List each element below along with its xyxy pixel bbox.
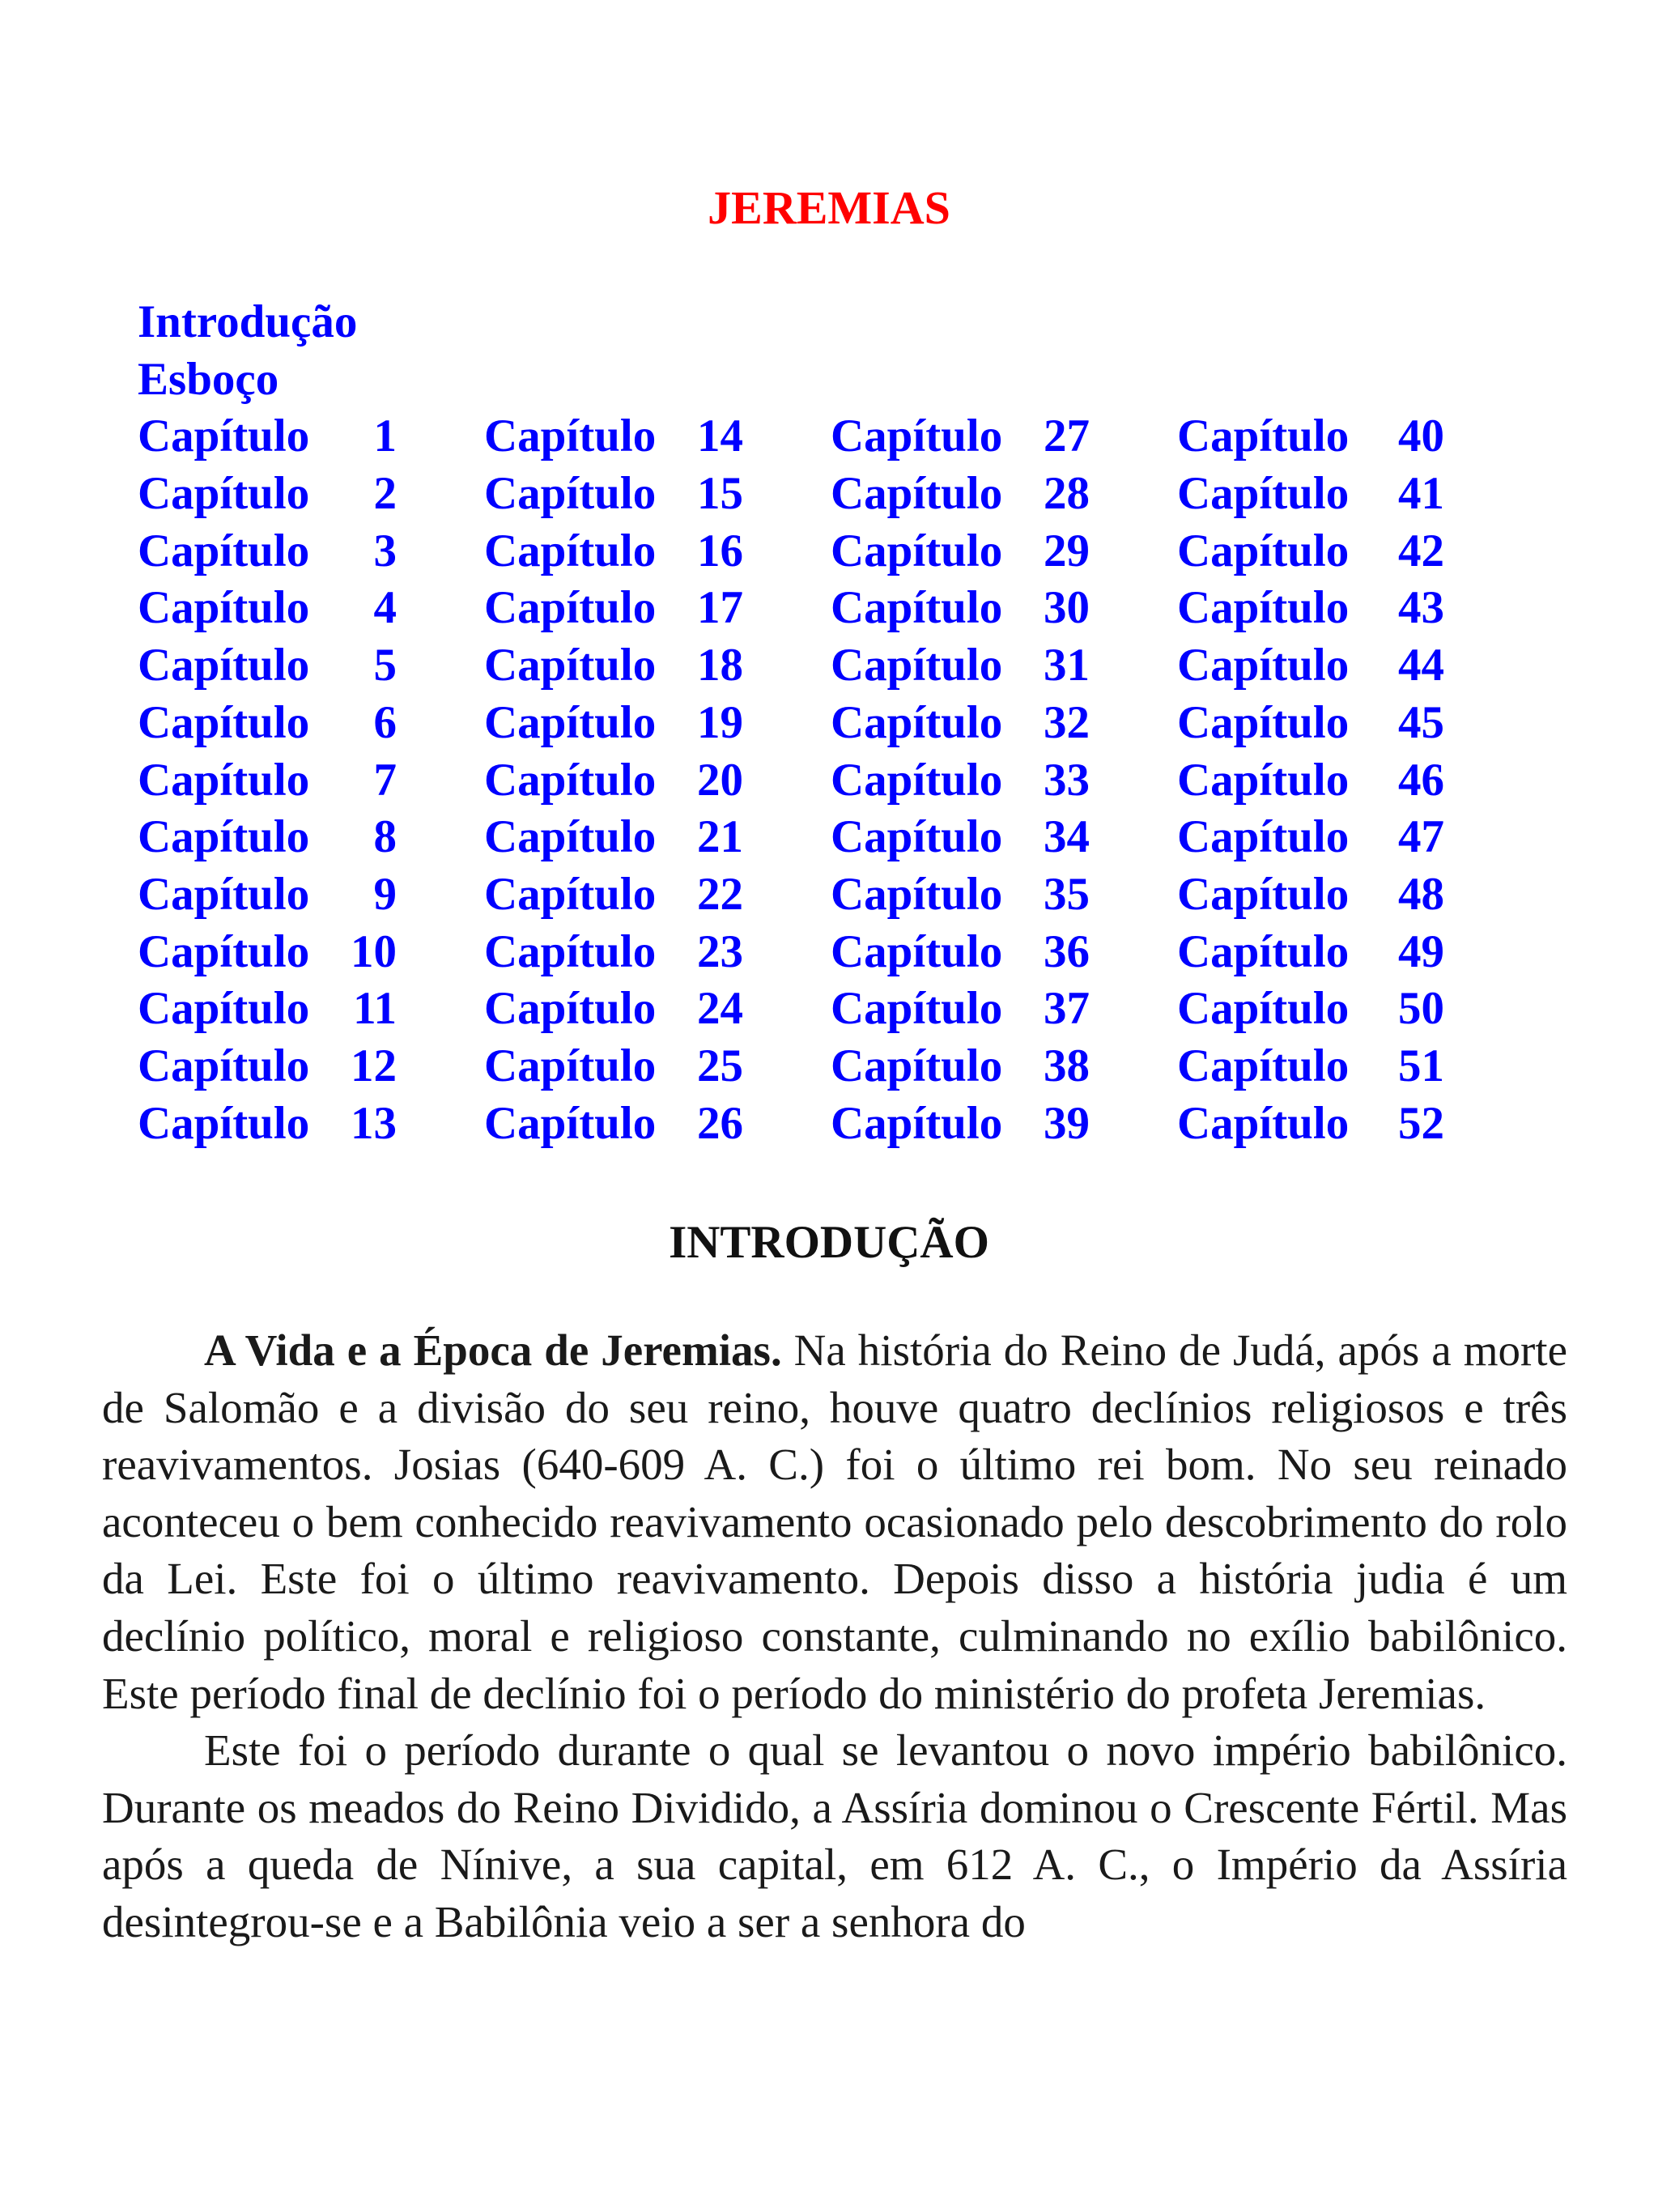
toc-chapter-number: 22 (697, 868, 743, 920)
toc-chapter-label: Capítulo (1177, 525, 1350, 576)
toc-chapter-number: 5 (373, 640, 397, 691)
toc-link-capitulo-35[interactable] (831, 866, 1090, 924)
toc-link-capitulo-44[interactable] (1177, 637, 1444, 695)
toc-row (138, 695, 1514, 752)
toc-chapter-label: Capítulo (138, 468, 310, 520)
toc-chapter-number: 41 (1398, 468, 1444, 520)
toc-chapter-number: 23 (697, 925, 743, 977)
toc-link-capitulo-31[interactable] (831, 637, 1090, 695)
toc-link-capitulo-8[interactable] (138, 809, 397, 866)
toc-chapter-number: 28 (1044, 468, 1090, 520)
toc-chapter-label: Capítulo (484, 811, 657, 863)
toc-link-capitulo-48[interactable] (1177, 866, 1444, 924)
toc-chapter-label: Capítulo (138, 811, 310, 863)
toc-link-capitulo-6[interactable] (138, 695, 397, 752)
toc-link-capitulo-11[interactable] (138, 981, 397, 1038)
toc-chapter-number: 10 (351, 925, 397, 977)
toc-row (138, 637, 1514, 695)
toc-row (138, 523, 1514, 581)
toc-chapter-number: 29 (1044, 525, 1090, 576)
toc-link-capitulo-51[interactable] (1177, 1038, 1444, 1095)
toc-chapter-number: 27 (1044, 410, 1090, 462)
toc-chapter-number: 7 (373, 754, 397, 806)
toc-link-capitulo-23[interactable] (484, 924, 743, 981)
toc-link-capitulo-1[interactable] (138, 408, 397, 466)
toc-chapter-label: Capítulo (138, 754, 310, 806)
toc-chapter-number: 45 (1398, 696, 1444, 748)
toc-chapter-number: 50 (1398, 983, 1444, 1035)
toc-link-capitulo-20[interactable] (484, 752, 743, 810)
toc-chapter-label: Capítulo (1177, 410, 1350, 462)
toc-chapter-number: 39 (1044, 1097, 1090, 1149)
toc-row (138, 408, 1514, 466)
toc-link-capitulo-30[interactable] (831, 580, 1090, 637)
toc-chapter-number: 37 (1044, 983, 1090, 1035)
toc-chapter-number: 26 (697, 1097, 743, 1149)
toc-chapter-label: Capítulo (1177, 1040, 1350, 1091)
toc-chapter-number: 31 (1044, 640, 1090, 691)
toc-link-capitulo-9[interactable] (138, 866, 397, 924)
table-of-contents (138, 294, 1514, 1152)
toc-chapter-label: Capítulo (484, 582, 657, 634)
toc-chapter-label: Capítulo (831, 468, 1003, 520)
toc-link-capitulo-29[interactable] (831, 523, 1090, 581)
toc-chapter-label: Capítulo (138, 410, 310, 462)
toc-chapter-label: Capítulo (138, 582, 310, 634)
toc-link-capitulo-14[interactable] (484, 408, 743, 466)
toc-chapter-label: Capítulo (484, 696, 657, 748)
toc-link-capitulo-12[interactable] (138, 1038, 397, 1095)
toc-chapter-number: 38 (1044, 1040, 1090, 1091)
toc-chapter-label: Capítulo (138, 525, 310, 576)
toc-chapter-label: Capítulo (1177, 582, 1350, 634)
toc-chapter-label: Capítulo (484, 925, 657, 977)
toc-link-capitulo-16[interactable] (484, 523, 743, 581)
toc-chapter-number: 2 (373, 468, 397, 520)
paragraph-lead: A Vida e a Época de Jeremias. (204, 1325, 782, 1375)
toc-chapter-label: Capítulo (138, 925, 310, 977)
toc-link-capitulo-2[interactable] (138, 466, 397, 523)
toc-chapter-number: 6 (373, 696, 397, 748)
toc-chapter-number: 40 (1398, 410, 1444, 462)
toc-chapter-label: Capítulo (484, 754, 657, 806)
toc-row (138, 924, 1514, 981)
toc-link-capitulo-25[interactable] (484, 1038, 743, 1095)
toc-row (138, 580, 1514, 637)
toc-link-capitulo-21[interactable] (484, 809, 743, 866)
toc-chapter-label: Capítulo (1177, 640, 1350, 691)
toc-link-capitulo-13[interactable] (138, 1095, 397, 1153)
toc-link-capitulo-3[interactable] (138, 523, 397, 581)
toc-chapter-number: 34 (1044, 811, 1090, 863)
paragraph (102, 1322, 1567, 1722)
toc-chapter-number: 18 (697, 640, 743, 691)
toc-chapter-label: Capítulo (831, 410, 1003, 462)
toc-chapter-label: Capítulo (138, 983, 310, 1035)
toc-chapter-label: Capítulo (831, 1097, 1003, 1149)
toc-chapter-number: 16 (697, 525, 743, 576)
toc-link-capitulo-19[interactable] (484, 695, 743, 752)
toc-link-capitulo-39[interactable] (831, 1095, 1090, 1153)
toc-chapter-label: Capítulo (1177, 1097, 1350, 1149)
toc-chapter-number: 42 (1398, 525, 1444, 576)
toc-chapter-label: Capítulo (831, 1040, 1003, 1091)
toc-link-introducao[interactable]: Introdução (138, 296, 358, 347)
toc-chapter-number: 12 (351, 1040, 397, 1091)
toc-chapter-number: 33 (1044, 754, 1090, 806)
toc-chapter-label: Capítulo (831, 868, 1003, 920)
toc-link-capitulo-15[interactable] (484, 466, 743, 523)
toc-chapter-number: 3 (373, 525, 397, 576)
toc-chapter-number: 32 (1044, 696, 1090, 748)
toc-link-capitulo-10[interactable] (138, 924, 397, 981)
toc-row (138, 466, 1514, 523)
toc-row (138, 866, 1514, 924)
toc-link-capitulo-42[interactable] (1177, 523, 1444, 581)
toc-chapter-number: 9 (373, 868, 397, 920)
toc-chapter-number: 17 (697, 582, 743, 634)
toc-link-capitulo-36[interactable] (831, 924, 1090, 981)
toc-link-capitulo-49[interactable] (1177, 924, 1444, 981)
toc-chapter-label: Capítulo (831, 925, 1003, 977)
toc-link-capitulo-45[interactable] (1177, 695, 1444, 752)
toc-link-capitulo-52[interactable] (1177, 1095, 1444, 1153)
toc-chapter-number: 19 (697, 696, 743, 748)
toc-chapter-label: Capítulo (484, 468, 657, 520)
toc-chapter-number: 1 (373, 410, 397, 462)
toc-row (138, 1095, 1514, 1153)
toc-link-capitulo-40[interactable] (1177, 408, 1444, 466)
toc-chapter-number: 51 (1398, 1040, 1444, 1091)
toc-chapter-label: Capítulo (831, 811, 1003, 863)
toc-chapter-label: Capítulo (831, 640, 1003, 691)
toc-chapter-label: Capítulo (484, 410, 657, 462)
toc-link-capitulo-5[interactable] (138, 637, 397, 695)
toc-chapter-label: Capítulo (831, 696, 1003, 748)
toc-row (138, 752, 1514, 810)
toc-link-capitulo-7[interactable] (138, 752, 397, 810)
toc-chapter-number: 47 (1398, 811, 1444, 863)
toc-link-capitulo-37[interactable] (831, 981, 1090, 1038)
toc-chapter-label: Capítulo (484, 1097, 657, 1149)
toc-chapter-number: 43 (1398, 582, 1444, 634)
toc-chapter-number: 35 (1044, 868, 1090, 920)
toc-chapter-number: 8 (373, 811, 397, 863)
body-text (102, 1322, 1567, 1951)
toc-chapter-number: 30 (1044, 582, 1090, 634)
toc-chapter-number: 20 (697, 754, 743, 806)
toc-chapter-label: Capítulo (831, 983, 1003, 1035)
toc-chapter-number: 13 (351, 1097, 397, 1149)
toc-chapter-label: Capítulo (138, 1097, 310, 1149)
document-title: JEREMIAS (708, 181, 950, 234)
toc-chapter-label: Capítulo (1177, 925, 1350, 977)
toc-link-capitulo-26[interactable] (484, 1095, 743, 1153)
toc-chapter-number: 15 (697, 468, 743, 520)
toc-chapter-grid (138, 408, 1514, 1152)
toc-chapter-number: 36 (1044, 925, 1090, 977)
toc-chapter-label: Capítulo (1177, 696, 1350, 748)
toc-link-capitulo-27[interactable] (831, 408, 1090, 466)
toc-link-esboco[interactable]: Esboço (138, 353, 279, 405)
toc-row (138, 981, 1514, 1038)
toc-chapter-number: 21 (697, 811, 743, 863)
section-heading: INTRODUÇÃO (669, 1217, 989, 1268)
toc-chapter-label: Capítulo (138, 696, 310, 748)
toc-chapter-number: 14 (697, 410, 743, 462)
paragraph-text: Este foi o período durante o qual se levantou o novo império babilônico. Durante os meados do Reino Dividido, a Assíria dominou o Crescente Fértil. Mas após a queda de Nínive, a sua capital, em 612 A. C., o Império da Assíria desintegrou-se e a Babilônia veio a ser a senhora do (102, 1725, 1567, 1946)
toc-link-capitulo-18[interactable] (484, 637, 743, 695)
paragraph-text: Na história do Reino de Judá, após a morte de Salomão e a divisão do seu reino, houve quatro declínios religiosos e três reavivamentos. Josias (640-609 A. C.) foi o último rei bom. No seu reinado aconteceu o bem conhecido reavivamento ocasionado pelo descobrimento do rolo da Lei. Este foi o último reavivamento. Depois disso a história judia é um declínio político, moral e religioso constante, culminando no exílio babilônico. Este período final de declínio foi o período do ministério do profeta Jeremias. (102, 1325, 1567, 1718)
toc-chapter-number: 25 (697, 1040, 743, 1091)
toc-chapter-label: Capítulo (484, 868, 657, 920)
toc-link-capitulo-32[interactable] (831, 695, 1090, 752)
toc-link-capitulo-43[interactable] (1177, 580, 1444, 637)
toc-row (138, 1038, 1514, 1095)
toc-chapter-label: Capítulo (831, 582, 1003, 634)
toc-chapter-number: 49 (1398, 925, 1444, 977)
toc-chapter-label: Capítulo (484, 640, 657, 691)
toc-chapter-number: 4 (373, 582, 397, 634)
toc-link-capitulo-34[interactable] (831, 809, 1090, 866)
toc-row (138, 809, 1514, 866)
toc-chapter-label: Capítulo (1177, 983, 1350, 1035)
toc-link-capitulo-24[interactable] (484, 981, 743, 1038)
toc-chapter-label: Capítulo (484, 1040, 657, 1091)
toc-chapter-label: Capítulo (1177, 754, 1350, 806)
toc-chapter-label: Capítulo (138, 868, 310, 920)
toc-link-capitulo-41[interactable] (1177, 466, 1444, 523)
toc-link-capitulo-38[interactable] (831, 1038, 1090, 1095)
toc-link-capitulo-28[interactable] (831, 466, 1090, 523)
toc-chapter-label: Capítulo (831, 754, 1003, 806)
toc-chapter-number: 44 (1398, 640, 1444, 691)
toc-chapter-label: Capítulo (1177, 468, 1350, 520)
toc-chapter-label: Capítulo (1177, 811, 1350, 863)
toc-chapter-number: 52 (1398, 1097, 1444, 1149)
toc-chapter-number: 11 (353, 983, 397, 1035)
toc-link-capitulo-22[interactable] (484, 866, 743, 924)
toc-link-capitulo-47[interactable] (1177, 809, 1444, 866)
toc-chapter-number: 46 (1398, 754, 1444, 806)
toc-chapter-label: Capítulo (1177, 868, 1350, 920)
toc-link-capitulo-4[interactable] (138, 580, 397, 637)
toc-link-capitulo-46[interactable] (1177, 752, 1444, 810)
toc-chapter-label: Capítulo (138, 1040, 310, 1091)
toc-link-capitulo-17[interactable] (484, 580, 743, 637)
toc-chapter-number: 24 (697, 983, 743, 1035)
toc-chapter-number: 48 (1398, 868, 1444, 920)
toc-chapter-label: Capítulo (831, 525, 1003, 576)
paragraph (102, 1722, 1567, 1950)
toc-chapter-label: Capítulo (484, 525, 657, 576)
toc-chapter-label: Capítulo (138, 640, 310, 691)
toc-link-capitulo-33[interactable] (831, 752, 1090, 810)
toc-chapter-label: Capítulo (484, 983, 657, 1035)
toc-link-capitulo-50[interactable] (1177, 981, 1444, 1038)
